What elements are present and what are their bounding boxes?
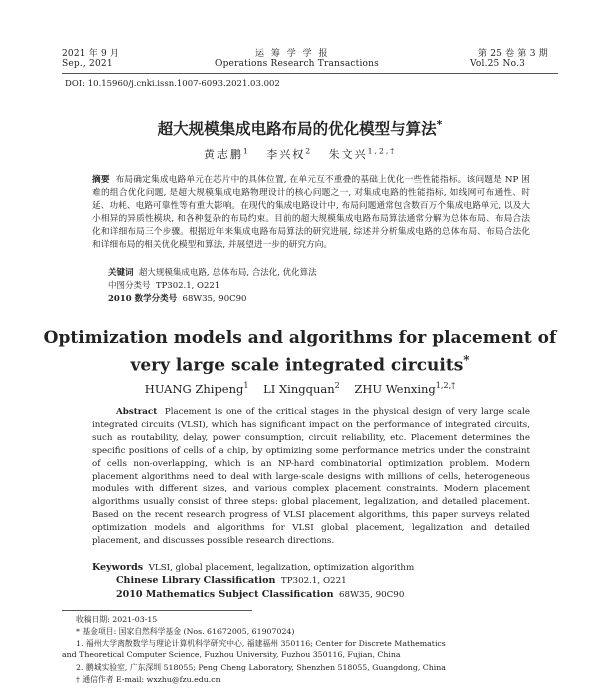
- footnote-rule: [62, 610, 252, 611]
- header-volume-cn: 第 25 卷 第 3 期: [478, 49, 548, 59]
- doi: DOI: 10.15960/j.cnki.issn.1007-6093.2021.03.002: [65, 79, 280, 89]
- header-journal-en: Operations Research Transactions: [215, 59, 379, 69]
- header-rule: [62, 73, 558, 74]
- title-en: Optimization models and algorithms for placement of very large scale integrated circuits*: [43, 328, 557, 376]
- footnote-corresponding: † 通信作者 E-mail: wxzhu@fzu.edu.cn: [76, 675, 221, 684]
- authors-cn: 黄志鹏$^1$ 李兴权$^2$ 朱文兴$^{1,2,\dagger}$: [203, 146, 397, 161]
- keywords-cn: 关键词 超大规模集成电路, 总体布局, 合法化, 优化算法: [108, 268, 317, 278]
- footnote-aff1-b: and Theoretical Computer Science, Fuzhou University, Fuzhou 350116, Fujian, China: [62, 650, 401, 659]
- header-year-issue-cn: 2021 年 9 月: [62, 49, 120, 59]
- footnote-aff2: 2. 鹏城实验室, 广东深圳 518055; Peng Cheng Laboratory, Shenzhen 518055, Guangdong, China: [76, 663, 446, 672]
- msc-en: 2010 Mathematics Subject Classification 68W35, 90C90: [116, 589, 405, 600]
- keywords-en: Keywords VLSI, global placement, legalization, optimization algorithm: [92, 562, 415, 573]
- msc-cn: 2010 数学分类号 68W35, 90C90: [108, 294, 247, 304]
- clc-en: Chinese Library Classification TP302.1, O221: [116, 575, 347, 586]
- abstract-en: Abstract Placement is one of the critical stages in the physical design of very large scale integrated circuits (VLSI), which has significant impact on the performance of integrated circuits, such as routability, delay, power consumption, circuit reliability, etc. Placement determines the specific positions of cells of a chip, by optimizing some performance metrics under the constraint of cells non-overlapping, which is an NP-hard combinatorial optimization problem. Modern placement algorithms need to deal with large-scale designs with millions of cells, heterogeneous modules with different sizes, and various complex placement constraints. Modern placement algorithms usually consist of three steps: global placement, legalization, and detailed placement. Based on the recent research progress of VLSI placement algorithms, this paper surveys related optimization models and algorithms for VLSI global placement, legalization and detailed placement, and discusses possible research directions.: [92, 407, 530, 547]
- authors-en: HUANG Zhipeng$^1$ LI Xingquan$^2$ ZHU Wenxing$^{1,2,\dagger}$: [144, 381, 456, 396]
- header-journal-cn: 运 筹 学 学 报: [255, 49, 330, 59]
- clc-cn: 中图分类号 TP302.1, O221: [108, 281, 221, 291]
- abstract-cn: 摘要 布局确定集成电路单元在芯片中的具体位置, 在单元互不重叠的基础上优化一些性能指标。该问题是 NP 困难的组合优化问题, 是超大规模集成电路物理设计的核心问题之一, 对集成电路的性能指标, 如线网可布通性、时延、功耗、电路可靠性等有重大影响。在现代的集成电路设计中, 布局问题通常包含数百万个集成电路单元, 以及大小相异的异质性模块, 和各种复杂的布局约束。目前的超大规模集成电路布局算法通常分解为总体布局、布局合法化和详细布局三个步骤。根据近年来集成电路布局算法的研究进展, 综述并分析集成电路的总体布局、布局合法化和详细布局的相关优化模型和算法, 并展望进一步的研究方向。: [92, 175, 530, 250]
- header-volume-en: Vol.25 No.3: [470, 59, 526, 69]
- header-date: Sep., 2021: [62, 59, 113, 69]
- footnote-received: 收稿日期: 2021-03-15: [76, 615, 158, 624]
- title-cn: 超大规模集成电路布局的优化模型与算法*: [157, 117, 443, 138]
- footnote-fund: * 基金项目: 国家自然科学基金 (Nos. 61672005, 61907024): [76, 627, 295, 636]
- footnote-aff1-a: 1. 福州大学离散数学与理论计算机科学研究中心, 福建福州 350116; Center for Discrete Mathematics: [76, 639, 446, 648]
